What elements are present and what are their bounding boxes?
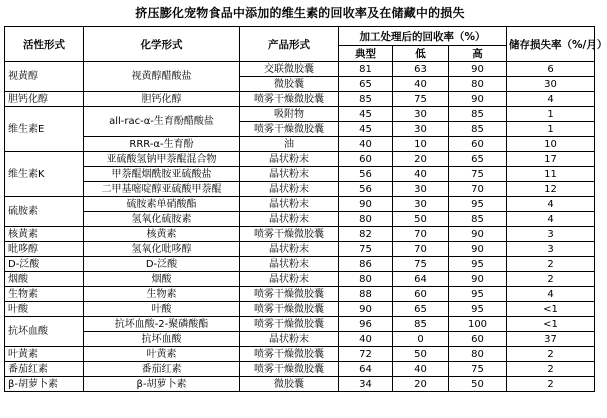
cell-high: 75 <box>449 362 507 377</box>
header-typical: 典型 <box>339 46 393 62</box>
cell-high: 90 <box>449 92 507 107</box>
cell-low: 10 <box>393 137 449 152</box>
table-title: 挤压膨化宠物食品中添加的维生素的回收率及在储藏中的损失 <box>135 6 465 20</box>
cell-product: 晶状粉末 <box>240 212 339 227</box>
table-row <box>5 137 595 152</box>
cell-chemical: 胆钙化醇 <box>84 92 240 107</box>
table-row <box>5 152 595 167</box>
cell-high: 90 <box>449 227 507 242</box>
cell-typical: 80 <box>339 272 393 287</box>
cell-low: 30 <box>393 122 449 137</box>
cell-loss: 2 <box>507 377 595 392</box>
cell-vitamin: 硫胺素 <box>5 197 84 227</box>
cell-low: 30 <box>393 197 449 212</box>
cell-vitamin: 番茄红素 <box>5 362 84 377</box>
vitamin-recovery-table <box>4 26 607 392</box>
cell-product: 喷雾干燥微胶囊 <box>240 287 339 302</box>
cell-typical: 75 <box>339 242 393 257</box>
cell-high: 85 <box>449 212 507 227</box>
cell-low: 60 <box>393 287 449 302</box>
cell-low: 40 <box>393 362 449 377</box>
cell-loss: <1 <box>507 317 595 332</box>
table-row <box>5 272 595 287</box>
cell-vitamin: 叶酸 <box>5 302 84 317</box>
cell-typical: 90 <box>339 197 393 212</box>
cell-low: 65 <box>393 302 449 317</box>
cell-vitamin: 叶黄素 <box>5 347 84 362</box>
cell-typical: 45 <box>339 107 393 122</box>
cell-vitamin: 胆钙化醇 <box>5 92 84 107</box>
cell-high: 90 <box>449 242 507 257</box>
cell-product: 喷雾干燥微胶囊 <box>240 122 339 137</box>
header-chemical: 化学形式 <box>84 27 240 62</box>
header-recovery: 加工处理后的回收率（%） <box>339 27 507 46</box>
cell-high: 95 <box>449 302 507 317</box>
cell-vitamin: 烟酸 <box>5 272 84 287</box>
cell-typical: 82 <box>339 227 393 242</box>
cell-product: 晶状粉末 <box>240 182 339 197</box>
cell-chemical: 视黄醇醋酸盐 <box>84 62 240 92</box>
table-row <box>5 107 595 122</box>
cell-loss: 11 <box>507 167 595 182</box>
cell-product: 喷雾干燥微胶囊 <box>240 317 339 332</box>
header-high: 高 <box>449 46 507 62</box>
cell-loss: 2 <box>507 347 595 362</box>
cell-high: 75 <box>449 167 507 182</box>
cell-low: 70 <box>393 242 449 257</box>
cell-chemical: 氢氧化硫胺素 <box>84 212 240 227</box>
cell-typical: 90 <box>339 302 393 317</box>
cell-typical: 88 <box>339 287 393 302</box>
cell-loss: 1 <box>507 122 595 137</box>
cell-loss: 1 <box>507 107 595 122</box>
table-row <box>5 317 595 332</box>
cell-low: 75 <box>393 257 449 272</box>
table-row <box>5 167 595 182</box>
cell-loss: 37 <box>507 332 595 347</box>
cell-low: 20 <box>393 377 449 392</box>
cell-product: 晶状粉末 <box>240 332 339 347</box>
cell-high: 85 <box>449 122 507 137</box>
cell-product: 晶状粉末 <box>240 272 339 287</box>
cell-typical: 72 <box>339 347 393 362</box>
table-row <box>5 182 595 197</box>
cell-low: 64 <box>393 272 449 287</box>
cell-product: 微胶囊 <box>240 77 339 92</box>
table-row <box>5 212 595 227</box>
cell-vitamin: β-胡萝卜素 <box>5 377 84 392</box>
table-row <box>5 362 595 377</box>
header-loss: 储存损失率（%/月） <box>507 27 595 62</box>
cell-chemical: 抗坏血酸 <box>84 332 240 347</box>
cell-chemical: β-胡萝卜素 <box>84 377 240 392</box>
cell-loss: 4 <box>507 287 595 302</box>
cell-chemical: 硫胺素单硝酸酯 <box>84 197 240 212</box>
cell-loss: 3 <box>507 227 595 242</box>
cell-vitamin: 生物素 <box>5 287 84 302</box>
cell-high: 95 <box>449 287 507 302</box>
cell-chemical: RRR-α-生育酚 <box>84 137 240 152</box>
cell-low: 0 <box>393 332 449 347</box>
cell-high: 100 <box>449 317 507 332</box>
cell-low: 40 <box>393 167 449 182</box>
cell-high: 70 <box>449 182 507 197</box>
cell-product: 喷雾干燥微胶囊 <box>240 347 339 362</box>
table-row <box>5 302 595 317</box>
cell-loss: 30 <box>507 77 595 92</box>
cell-high: 90 <box>449 272 507 287</box>
cell-chemical: D-泛酸 <box>84 257 240 272</box>
cell-typical: 81 <box>339 62 393 77</box>
cell-typical: 40 <box>339 137 393 152</box>
table-row <box>5 227 595 242</box>
header-product: 产品形式 <box>240 27 339 62</box>
cell-loss: 10 <box>507 137 595 152</box>
cell-product: 油 <box>240 137 339 152</box>
table-body <box>5 62 595 392</box>
cell-chemical: 甲萘醌烟酰胺亚硫酸盐 <box>84 167 240 182</box>
cell-product: 晶状粉末 <box>240 242 339 257</box>
cell-loss: 3 <box>507 242 595 257</box>
cell-typical: 86 <box>339 257 393 272</box>
cell-vitamin: 视黄醇 <box>5 62 84 92</box>
cell-product: 喷雾干燥微胶囊 <box>240 302 339 317</box>
cell-chemical: 叶酸 <box>84 302 240 317</box>
cell-loss: 4 <box>507 197 595 212</box>
table-row <box>5 332 595 347</box>
header-low: 低 <box>393 46 449 62</box>
cell-loss: <1 <box>507 302 595 317</box>
cell-loss: 12 <box>507 182 595 197</box>
cell-product: 交联微胶囊 <box>240 62 339 77</box>
cell-product: 喷雾干燥微胶囊 <box>240 92 339 107</box>
cell-typical: 60 <box>339 152 393 167</box>
cell-high: 65 <box>449 152 507 167</box>
cell-product: 喷雾干燥微胶囊 <box>240 362 339 377</box>
cell-high: 90 <box>449 62 507 77</box>
cell-chemical: 二甲基嘧啶醇亚硫酸甲萘醌 <box>84 182 240 197</box>
cell-chemical: 核黄素 <box>84 227 240 242</box>
cell-loss: 2 <box>507 272 595 287</box>
cell-vitamin: 吡哆醇 <box>5 242 84 257</box>
cell-high: 95 <box>449 257 507 272</box>
cell-chemical: all-rac-α-生育酚醋酸盐 <box>84 107 240 137</box>
table-row <box>5 242 595 257</box>
cell-vitamin: 维生素E <box>5 107 84 152</box>
cell-loss: 2 <box>507 362 595 377</box>
cell-typical: 80 <box>339 212 393 227</box>
cell-product: 晶状粉末 <box>240 152 339 167</box>
table-row <box>5 377 595 392</box>
cell-product: 晶状粉末 <box>240 197 339 212</box>
cell-vitamin: D-泛酸 <box>5 257 84 272</box>
cell-loss: 17 <box>507 152 595 167</box>
cell-high: 95 <box>449 197 507 212</box>
cell-low: 30 <box>393 182 449 197</box>
cell-typical: 34 <box>339 377 393 392</box>
cell-product: 喷雾干燥微胶囊 <box>240 227 339 242</box>
table-row <box>5 347 595 362</box>
cell-chemical: 生物素 <box>84 287 240 302</box>
cell-vitamin: 核黄素 <box>5 227 84 242</box>
table-row <box>5 92 595 107</box>
cell-product: 微胶囊 <box>240 377 339 392</box>
cell-loss: 2 <box>507 257 595 272</box>
cell-typical: 45 <box>339 122 393 137</box>
cell-chemical: 亚硫酸氢钠甲萘醌混合物 <box>84 152 240 167</box>
cell-typical: 64 <box>339 362 393 377</box>
cell-high: 60 <box>449 137 507 152</box>
cell-product: 晶状粉末 <box>240 167 339 182</box>
cell-typical: 40 <box>339 332 393 347</box>
cell-low: 70 <box>393 227 449 242</box>
cell-chemical: 抗坏血酸-2-聚磷酸酯 <box>84 317 240 332</box>
cell-chemical: 叶黄素 <box>84 347 240 362</box>
cell-loss: 4 <box>507 92 595 107</box>
cell-chemical: 番茄红素 <box>84 362 240 377</box>
cell-vitamin: 抗坏血酸 <box>5 317 84 347</box>
cell-low: 85 <box>393 317 449 332</box>
cell-low: 75 <box>393 92 449 107</box>
table-row <box>5 257 595 272</box>
cell-high: 50 <box>449 377 507 392</box>
cell-high: 85 <box>449 107 507 122</box>
cell-low: 30 <box>393 107 449 122</box>
header-vitamin: 活性形式 <box>5 27 84 62</box>
cell-typical: 85 <box>339 92 393 107</box>
cell-high: 60 <box>449 332 507 347</box>
cell-low: 50 <box>393 212 449 227</box>
cell-product: 晶状粉末 <box>240 257 339 272</box>
cell-low: 20 <box>393 152 449 167</box>
cell-high: 80 <box>449 77 507 92</box>
cell-typical: 65 <box>339 77 393 92</box>
cell-typical: 56 <box>339 182 393 197</box>
cell-chemical: 烟酸 <box>84 272 240 287</box>
cell-typical: 96 <box>339 317 393 332</box>
cell-low: 63 <box>393 62 449 77</box>
cell-product: 吸附物 <box>240 107 339 122</box>
cell-vitamin: 维生素K <box>5 152 84 197</box>
cell-high: 80 <box>449 347 507 362</box>
table-row <box>5 62 595 77</box>
cell-chemical: 氢氧化吡哆醇 <box>84 242 240 257</box>
cell-typical: 56 <box>339 167 393 182</box>
table-row <box>5 287 595 302</box>
cell-low: 50 <box>393 347 449 362</box>
table-row <box>5 197 595 212</box>
cell-low: 40 <box>393 77 449 92</box>
cell-loss: 6 <box>507 62 595 77</box>
cell-loss: 4 <box>507 212 595 227</box>
